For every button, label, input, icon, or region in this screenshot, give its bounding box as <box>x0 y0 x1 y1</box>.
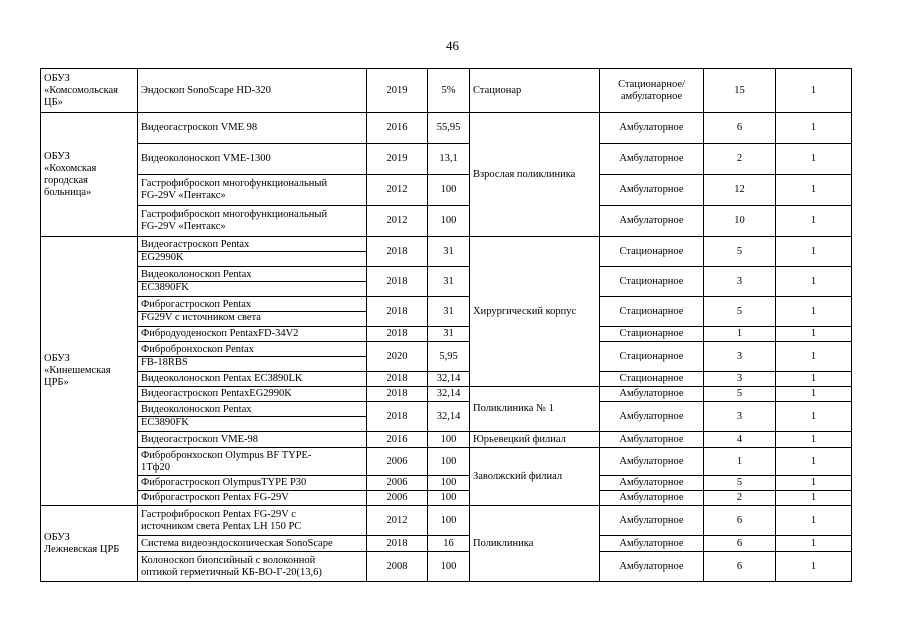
device-cell: Гастрофиброскоп многофункциональный FG-29V «Пентакс» <box>138 175 367 206</box>
qty2-cell: 1 <box>776 113 852 144</box>
wear-cell: 32,14 <box>428 387 470 402</box>
year-cell: 2016 <box>367 432 428 448</box>
wear-cell: 100 <box>428 552 470 582</box>
org-cell: ОБУЗ Лежневская ЦРБ <box>41 506 138 582</box>
qty1-cell: 3 <box>704 372 776 387</box>
qty1-cell: 5 <box>704 476 776 491</box>
qty1-cell: 6 <box>704 552 776 582</box>
wear-cell: 31 <box>428 267 470 297</box>
qty1-cell: 2 <box>704 491 776 506</box>
qty2-cell: 1 <box>776 237 852 267</box>
mode-cell: Амбулаторное <box>600 144 704 175</box>
mode-cell: Амбулаторное <box>600 536 704 552</box>
wear-cell: 31 <box>428 327 470 342</box>
year-cell: 2012 <box>367 206 428 237</box>
qty1-cell: 1 <box>704 448 776 476</box>
wear-cell: 100 <box>428 448 470 476</box>
table-row <box>41 552 852 582</box>
wear-cell: 16 <box>428 536 470 552</box>
qty1-cell: 5 <box>704 387 776 402</box>
mode-cell: Амбулаторное <box>600 476 704 491</box>
qty1-cell: 6 <box>704 536 776 552</box>
table-row <box>41 402 852 432</box>
org-cell: ОБУЗ «Кохомская городская больница» <box>41 113 138 237</box>
qty2-cell: 1 <box>776 267 852 297</box>
mode-cell: Амбулаторное <box>600 113 704 144</box>
qty1-cell: 6 <box>704 113 776 144</box>
qty1-cell: 3 <box>704 402 776 432</box>
year-cell: 2018 <box>367 402 428 432</box>
year-cell: 2018 <box>367 267 428 297</box>
place-cell: Поликлиника № 1 <box>470 387 600 432</box>
table-row <box>41 237 852 267</box>
table-row <box>41 297 852 327</box>
qty2-cell: 1 <box>776 387 852 402</box>
table-row <box>41 387 852 402</box>
qty1-cell: 5 <box>704 237 776 267</box>
table-row <box>41 491 852 506</box>
wear-cell: 100 <box>428 476 470 491</box>
place-cell: Поликлиника <box>470 506 600 582</box>
mode-cell: Стационарное/ амбулаторное <box>600 69 704 113</box>
qty1-cell: 2 <box>704 144 776 175</box>
mode-cell: Стационарное <box>600 372 704 387</box>
year-cell: 2020 <box>367 342 428 372</box>
wear-cell: 100 <box>428 432 470 448</box>
page-number: 46 <box>446 38 459 53</box>
mode-cell: Стационарное <box>600 267 704 297</box>
qty2-cell: 1 <box>776 206 852 237</box>
table-row <box>41 144 852 175</box>
device-cell: Видеогастроскоп Pentax EG2990K <box>138 237 367 267</box>
year-cell: 2012 <box>367 175 428 206</box>
device-cell: Фибробронхоскоп Pentax FB-18RBS <box>138 342 367 372</box>
qty1-cell: 6 <box>704 506 776 536</box>
device-cell: Система видеоэндоскопическая SonoScape <box>138 536 367 552</box>
device-cell: Фиброгастроскоп OlympusTYPE P30 <box>138 476 367 491</box>
qty1-cell: 3 <box>704 267 776 297</box>
year-cell: 2006 <box>367 491 428 506</box>
qty2-cell: 1 <box>776 372 852 387</box>
year-cell: 2018 <box>367 237 428 267</box>
mode-cell: Стационарное <box>600 237 704 267</box>
equipment-table <box>40 68 852 582</box>
qty2-cell: 1 <box>776 402 852 432</box>
device-cell: Видеоколоноскоп Pentax EC3890FK <box>138 267 367 297</box>
qty2-cell: 1 <box>776 144 852 175</box>
device-cell: Видеоколоноскоп Pentax EC3890LK <box>138 372 367 387</box>
qty2-cell: 1 <box>776 552 852 582</box>
wear-cell: 55,95 <box>428 113 470 144</box>
qty2-cell: 1 <box>776 327 852 342</box>
mode-cell: Стационарное <box>600 327 704 342</box>
wear-cell: 32,14 <box>428 402 470 432</box>
device-cell: Эндоскоп SonoScape HD-320 <box>138 69 367 113</box>
table-row <box>41 448 852 476</box>
qty1-cell: 1 <box>704 327 776 342</box>
wear-cell: 13,1 <box>428 144 470 175</box>
qty2-cell: 1 <box>776 476 852 491</box>
table-row <box>41 69 852 113</box>
qty1-cell: 4 <box>704 432 776 448</box>
wear-cell: 100 <box>428 206 470 237</box>
device-cell: Видеогастроскоп VME-98 <box>138 432 367 448</box>
qty2-cell: 1 <box>776 69 852 113</box>
wear-cell: 31 <box>428 237 470 267</box>
table-row <box>41 476 852 491</box>
mode-cell: Амбулаторное <box>600 206 704 237</box>
mode-cell: Стационарное <box>600 297 704 327</box>
device-cell: Гастрофиброскоп многофункциональный FG-29V «Пентакс» <box>138 206 367 237</box>
year-cell: 2006 <box>367 476 428 491</box>
mode-cell: Стационарное <box>600 342 704 372</box>
device-cell: Гастрофиброскоп Pentax FG-29V с источником света Pentax LH 150 PC <box>138 506 367 536</box>
year-cell: 2018 <box>367 327 428 342</box>
year-cell: 2018 <box>367 297 428 327</box>
wear-cell: 100 <box>428 506 470 536</box>
qty2-cell: 1 <box>776 506 852 536</box>
qty2-cell: 1 <box>776 491 852 506</box>
table-row <box>41 113 852 144</box>
table-row <box>41 506 852 536</box>
wear-cell: 31 <box>428 297 470 327</box>
mode-cell: Амбулаторное <box>600 402 704 432</box>
mode-cell: Амбулаторное <box>600 552 704 582</box>
device-cell: Фибробронхоскоп Olympus BF TYPE- 1Тф20 <box>138 448 367 476</box>
year-cell: 2018 <box>367 372 428 387</box>
table-row <box>41 536 852 552</box>
place-cell: Взрослая поликлиника <box>470 113 600 237</box>
device-cell: Фиброгастроскоп Pentax FG29V с источником света <box>138 297 367 327</box>
qty2-cell: 1 <box>776 536 852 552</box>
qty2-cell: 1 <box>776 432 852 448</box>
table-row <box>41 206 852 237</box>
mode-cell: Амбулаторное <box>600 432 704 448</box>
qty1-cell: 3 <box>704 342 776 372</box>
table-row <box>41 372 852 387</box>
mode-cell: Амбулаторное <box>600 491 704 506</box>
device-cell: Видеоколоноскоп VME-1300 <box>138 144 367 175</box>
qty1-cell: 12 <box>704 175 776 206</box>
table-row <box>41 267 852 297</box>
qty2-cell: 1 <box>776 342 852 372</box>
qty1-cell: 10 <box>704 206 776 237</box>
qty1-cell: 5 <box>704 297 776 327</box>
table-row <box>41 342 852 372</box>
place-cell: Стационар <box>470 69 600 113</box>
mode-cell: Амбулаторное <box>600 506 704 536</box>
year-cell: 2008 <box>367 552 428 582</box>
place-cell: Заволжский филиал <box>470 448 600 506</box>
table-row <box>41 327 852 342</box>
device-cell: Видеоколоноскоп Pentax EC3890FK <box>138 402 367 432</box>
device-cell: Видеогастроскоп VME 98 <box>138 113 367 144</box>
wear-cell: 100 <box>428 491 470 506</box>
device-cell: Фибродуоденоскоп PentaxFD-34V2 <box>138 327 367 342</box>
mode-cell: Амбулаторное <box>600 387 704 402</box>
wear-cell: 32,14 <box>428 372 470 387</box>
year-cell: 2018 <box>367 536 428 552</box>
mode-cell: Амбулаторное <box>600 175 704 206</box>
qty2-cell: 1 <box>776 297 852 327</box>
org-cell: ОБУЗ «Комсомольская ЦБ» <box>41 69 138 113</box>
place-cell: Хирургический корпус <box>470 237 600 387</box>
wear-cell: 5,95 <box>428 342 470 372</box>
year-cell: 2006 <box>367 448 428 476</box>
device-cell: Колоноскоп биопсийный с волоконной оптикой герметичный КБ-ВО-Г-20(13,6) <box>138 552 367 582</box>
mode-cell: Амбулаторное <box>600 448 704 476</box>
device-cell: Фиброгастроскоп Pentax FG-29V <box>138 491 367 506</box>
qty2-cell: 1 <box>776 448 852 476</box>
org-cell: ОБУЗ «Кинешемская ЦРБ» <box>41 237 138 506</box>
year-cell: 2019 <box>367 69 428 113</box>
year-cell: 2016 <box>367 113 428 144</box>
qty2-cell: 1 <box>776 175 852 206</box>
table-row <box>41 175 852 206</box>
wear-cell: 100 <box>428 175 470 206</box>
year-cell: 2019 <box>367 144 428 175</box>
wear-cell: 5% <box>428 69 470 113</box>
year-cell: 2012 <box>367 506 428 536</box>
year-cell: 2018 <box>367 387 428 402</box>
place-cell: Юрьевецкий филиал <box>470 432 600 448</box>
device-cell: Видеогастроскоп PentaxEG2990K <box>138 387 367 402</box>
table-row <box>41 432 852 448</box>
qty1-cell: 15 <box>704 69 776 113</box>
